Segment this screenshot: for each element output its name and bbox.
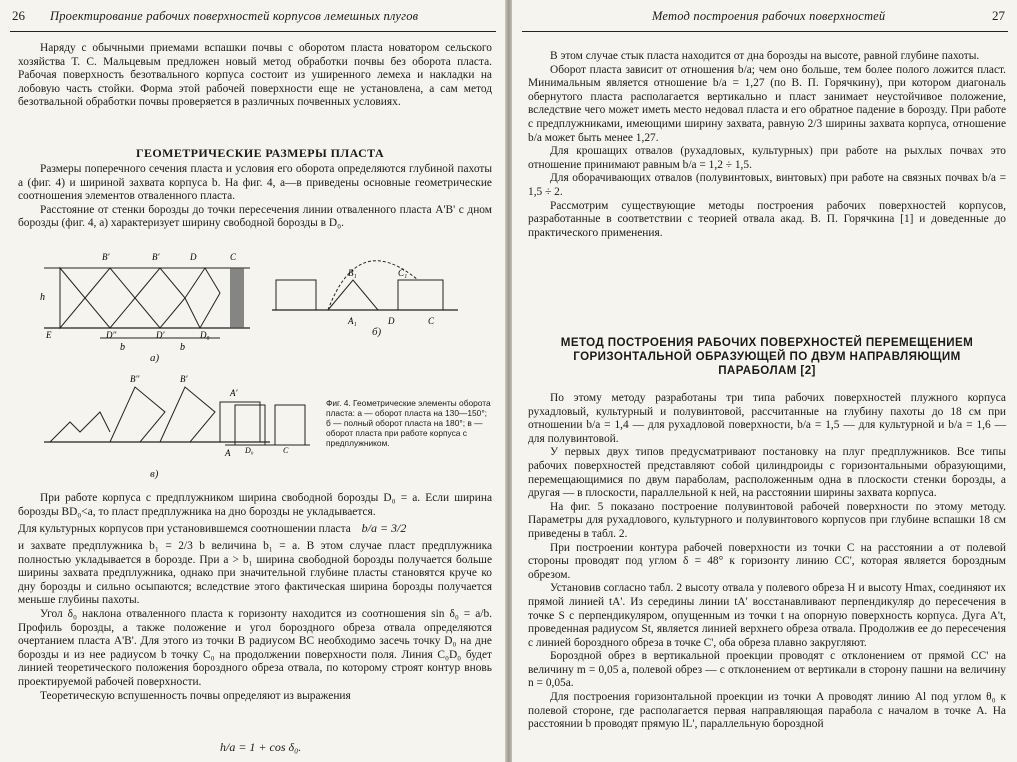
svg-text:h: h (40, 292, 45, 303)
paragraph-text: Для построения горизонтальной проекции из точки A проводят линию Al под углом θ₀ к полевой стороне, где располагается первая направляющая парабола с началом в точке A. На расстоянии b проводят прямую lL', параллельную бороздной (528, 691, 1006, 731)
paragraph-text: и захвате предплужника b₁ = 2/3 b величина b₁ = a. В этом случае пласт предплужника полностью укладывается в борозде. При a > b₁ ширина свободной борозды получается больше ширины захвата предплужника, однако при значительной глубине пласты становятся круче ко дну борозды и сильно осыпаются; вследствие этого фактическая ширина борозды получается меньше глубины пахоты. (18, 540, 492, 607)
svg-text:b: b (180, 342, 185, 353)
section-heading: МЕТОД ПОСТРОЕНИЯ РАБОЧИХ ПОВЕРХНОСТЕЙ ПЕРЕМЕЩЕНИЕМ ГОРИЗОНТАЛЬНОЙ ОБРАЗУЮЩЕЙ ПО ДВУМ НАПРАВЛЯЮЩИМ ПАРАБОЛАМ [2] (560, 336, 974, 377)
svg-text:C: C (428, 316, 435, 326)
svg-text:b: b (120, 342, 125, 353)
svg-text:B': B' (180, 374, 188, 384)
paragraph (18, 492, 492, 519)
svg-text:C: C (230, 252, 237, 262)
paragraph-text: Бороздной обрез в вертикальной проекции проводят с отклонением от прямой CC' на величину m = 0,05 a, полевой обрез — с отклонением от вертикали в сторону пашни на величину n = 0,05a. (528, 650, 1006, 690)
page-number: 26 (12, 8, 25, 23)
formula: h/a = 1 + cos δ₀. (220, 740, 302, 754)
paragraph-text: Рассмотрим существующие методы построения рабочих поверхностей корпусов, разработанные в соответствии с теорией отвала акад. В. П. Горячкина [1] и доведенные до практического применения. (528, 199, 1006, 239)
paragraph-text: Размеры поперечного сечения пласта и условия его оборота определяются глубиной пахоты a (фиг. 4) и шириной захвата корпуса b. На фиг. 4, а—в приведены основные геометрические соотношения элементов отваленного пласта. (18, 163, 492, 203)
paragraph-text: Установив согласно табл. 2 высоту отвала у полевого обреза H и высоту Hmax, соединяют их прямой линией tA'. Из середины линии tA' восстанавливают перпендикуляр до пересечения в точке S с перпендикуляром, опущенным из точки t на опорную поверхность корпуса. Дуга A't, проведенная радиусом St, является линией верхнего обреза отвала. Продолжив ее до пересечения с линией бороздного обреза в точке C', оба обреза плавно закругляют. (528, 582, 1006, 649)
paragraph-text: У первых двух типов предусматривают постановку на плуг предплужников. Все типы рабочих поверхностей представляют собой цилиндроиды с горизонтальными образующими, перемещающимися по двум параболам, расположенным одна в плоскости стенки борозды, а другая — в плоскости, параллельной к ней, на расстоянии ширины захвата корпуса. (528, 446, 1006, 500)
svg-text:C: C (283, 446, 289, 455)
paragraph (18, 163, 492, 231)
svg-text:D₀: D₀ (200, 330, 210, 340)
paragraph-text: Оборот пласта зависит от отношения b/a; чем оно больше, тем более полого ложится пласт. Минимальным является отношение b/a = 1,27 (по В. П. Горячкину), при котором диагональ обернутого пласта располагается вертикально и пласт занимает неустойчивое положение, вследствие чего может иметь место недовал пласта и его обратное падение в борозду. При работе с предплужниками, имеющими ширину захвата, равную 2/3 ширины захвата корпуса, отношение b/a может быть менее 1,27. (528, 63, 1006, 144)
left-page (0, 0, 506, 762)
figure-4v-detail (225, 395, 315, 455)
svg-text:D: D (190, 252, 197, 262)
svg-text:B': B' (102, 252, 110, 262)
svg-text:D': D' (156, 330, 165, 340)
svg-text:B'': B'' (130, 374, 140, 384)
svg-text:B₁: B₁ (348, 268, 357, 278)
paragraph-text: Для культурных корпусов при установившемся соотношении пласта (18, 523, 351, 535)
running-head: Проектирование рабочих поверхностей корпусов лемешных плугов (50, 9, 419, 23)
paragraph-text: Расстояние от стенки борозды до точки пересечения линии отваленного пласта A'B' с дном борозды (фиг. 4, а) характеризует ширину свободной борозды в D₀. (18, 203, 492, 230)
svg-text:A₁: A₁ (348, 316, 357, 326)
svg-text:D'': D'' (106, 330, 117, 340)
paragraph (528, 50, 1006, 240)
figure-label-v: в) (150, 468, 159, 480)
paragraph-text: По этому методу разработаны три типа рабочих поверхностей плужного корпуса рухадловый, культурный и полувинтовой, рассчитанные на глубину пахоты до 18 см при отношении b/a = 1,4 — для рухадловой поверхности, b/a = 1,5 — для культурной и b/a = 1,6 — для полувинтовой. (528, 392, 1006, 445)
figure-label-b: б) (372, 326, 382, 338)
svg-text:C₁: C₁ (398, 268, 408, 278)
svg-text:D: D (388, 316, 395, 326)
header-rule (10, 31, 496, 32)
svg-text:A: A (225, 448, 231, 458)
paragraph-text: При работе корпуса с предплужником ширина свободной борозды D₀ = a. Если ширина борозды BD₀<a, то пласт предплужника на дно борозды не укладывается. (18, 492, 492, 518)
right-page (512, 0, 1017, 762)
paragraph-text: Угол δ₀ наклона отваленного пласта к горизонту находится из соотношения sin δ₀ = a/b. Профиль борозды, а также положение и угол бороздного обреза отвала определяются очертанием пласта A'B'. Для этого из точки B радиусом BC необходимо засечь точку D₀ на дне борозды и из нее радиусом b точку C₀ на продолжении поверхности поля. Линия C₀D₀ будет линией теоретического положения бороздного обреза отвала, по которому строят контур вновь проектируемой рабочей поверхности. (18, 607, 492, 688)
svg-text:E: E (46, 330, 52, 340)
figure-4b (268, 240, 464, 336)
page-number: 27 (992, 8, 1005, 23)
paragraph-text: В этом случае стык пласта находится от дна борозды на высоте, равной глубине пахоты. (550, 50, 980, 62)
formula: b/a = 3/2 (361, 521, 407, 535)
running-head: Метод построения рабочих поверхностей (652, 9, 886, 23)
paragraph (528, 392, 1006, 732)
svg-text:A': A' (230, 388, 238, 398)
figure-caption: Фиг. 4. Геометрические элементы оборота пласта: а — оборот пласта на 130—150°; б — полный оборот пласта на 180°; в — оборот пласта при работе корпуса с предплужником. (326, 398, 491, 448)
svg-text:B': B' (152, 252, 160, 262)
paragraph-text: На фиг. 5 показано построение полувинтовой рабочей поверхности по этому методу. Параметры для рухадлового, культурного и полувинтового корпусов при глубине вспашки 18 см приведены в табл. 2. (528, 500, 1006, 540)
paragraph (18, 42, 492, 110)
section-heading: ГЕОМЕТРИЧЕСКИЕ РАЗМЕРЫ ПЛАСТА (135, 146, 385, 160)
paragraph-text: Для крошащих отвалов (рухадловых, культурных) при работе на рыхлых почвах это отношение принимают равным b/a = 1,2 ÷ 1,5. (528, 145, 1006, 171)
paragraph (18, 522, 492, 537)
paragraph (18, 540, 492, 703)
svg-text:D₀: D₀ (245, 446, 254, 455)
paragraph-text: Теоретическую вспушенность почвы определяют из выражения (40, 689, 351, 702)
paragraph-text: Для оборачивающих отвалов (полувинтовых, винтовых) при работе на связных почвах b/a = 1,5 ÷ 2. (528, 172, 1006, 198)
paragraph-text: Наряду с обычными приемами вспашки почвы с оборотом пласта новатором сельского хозяйства Т. С. Мальцевым предложен новый метод обработки почвы без оборота пласта. Рабочая поверхность безотвального корпуса состоит из уширенного лемеха и накладки на лобовую часть стойки. Форма этой рабочей поверхности еще не установлена, а сам метод безотвальной обработки почвы проверяется в различных почвенных условиях. (18, 42, 492, 109)
figure-label-a: а) (150, 352, 160, 364)
paragraph-text: При построении контура рабочей поверхности из точки C на расстоянии a от полевой стороны проводят под углом δ = 48° к горизонту линию CC', которая является бороздным обрезом. (528, 541, 1006, 581)
header-rule (522, 31, 1008, 32)
